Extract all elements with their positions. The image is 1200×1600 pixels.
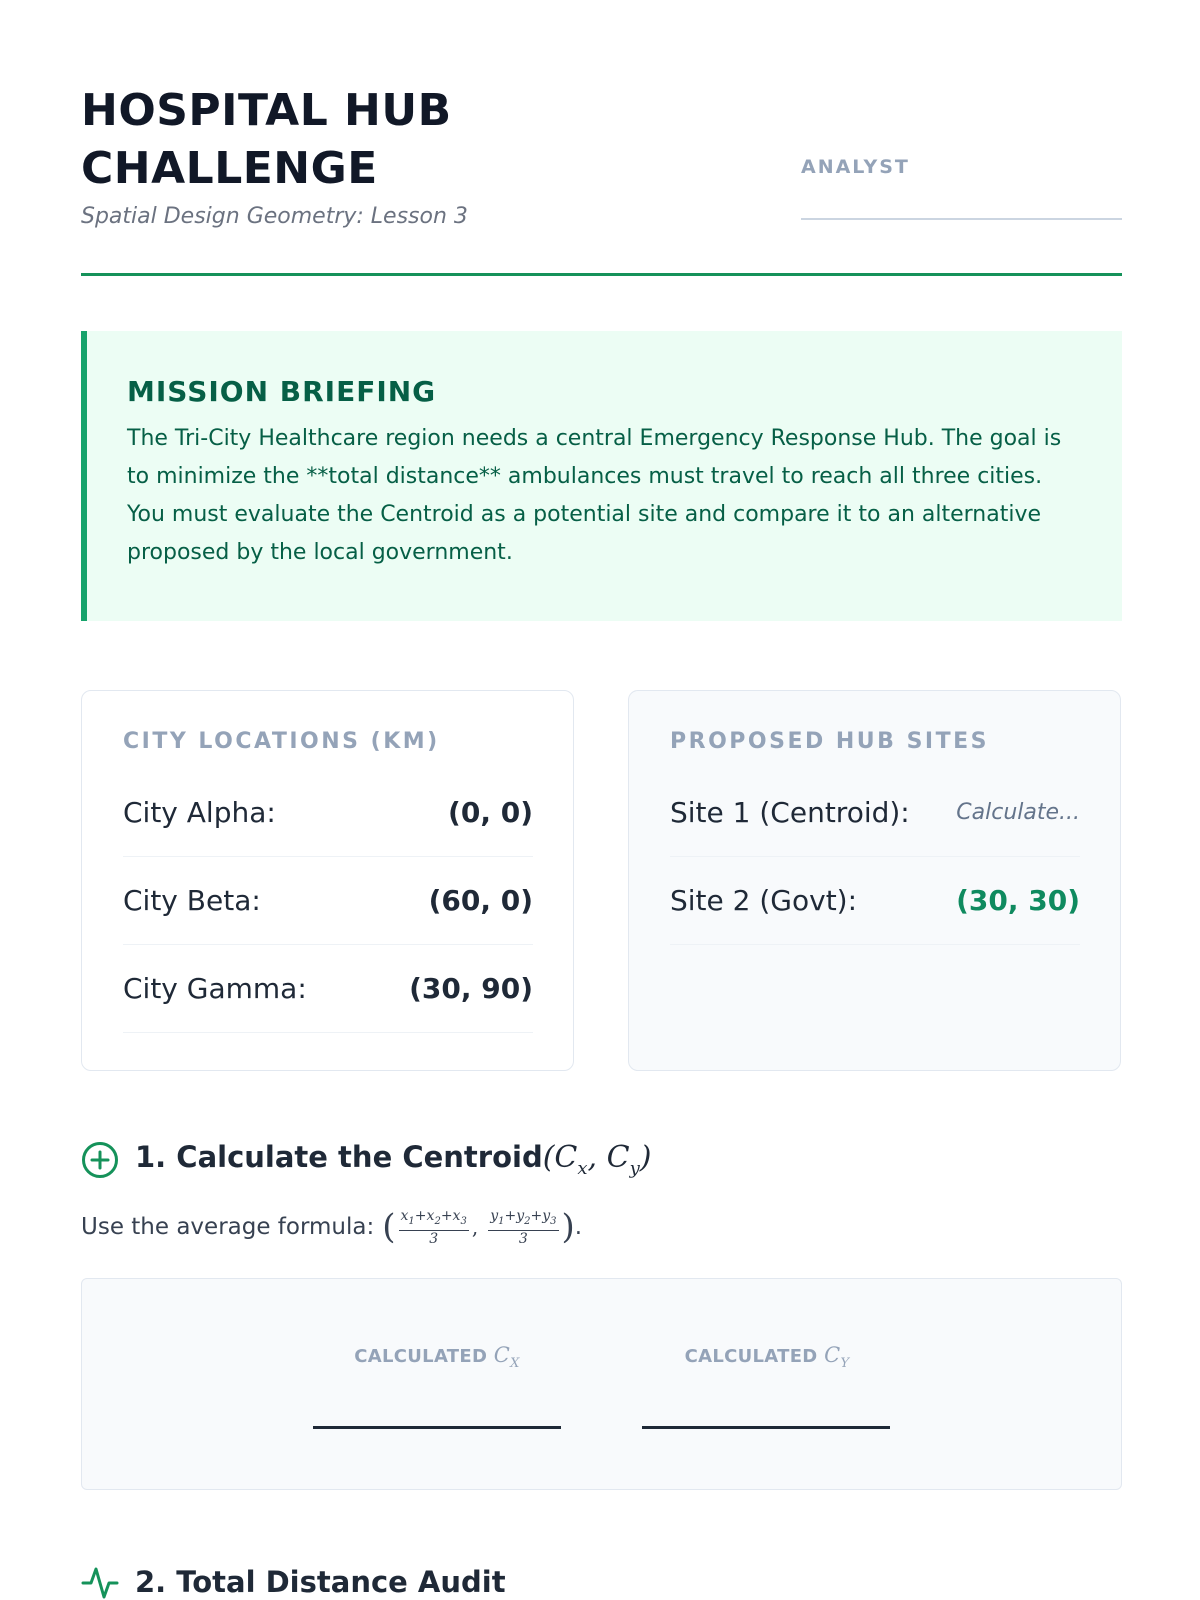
section-2-title: 2. Total Distance Audit (135, 1565, 506, 1599)
briefing-title: MISSION BRIEFING (127, 375, 437, 408)
formula-period: . (574, 1214, 583, 1241)
analyst-input-line[interactable] (801, 218, 1122, 220)
hub-sites-card (628, 690, 1121, 1071)
formula-prefix: Use the average formula: (81, 1214, 375, 1241)
cy-math: $C_Y$ (824, 1343, 850, 1372)
plus-circle-icon (81, 1141, 119, 1179)
calc-x-input[interactable] (313, 1426, 561, 1429)
formula-paren-close: ) (561, 1207, 575, 1248)
city-coordinates: (60, 0) (428, 884, 533, 917)
centroid-formula (81, 1208, 582, 1247)
city-row-gamma (123, 945, 533, 1033)
page-subtitle: Spatial Design Geometry: Lesson 3 (81, 204, 468, 229)
centroid-placeholder[interactable]: Calculate... (956, 800, 1080, 825)
section-1-title-text: 1. Calculate the Centroid (135, 1140, 543, 1174)
formula-paren-open: ( (382, 1207, 396, 1248)
header (81, 0, 1122, 278)
worksheet-page (81, 0, 1122, 1599)
calc-x-field (312, 1343, 562, 1371)
hub-row-govt (670, 857, 1080, 945)
section-1-heading (81, 1140, 651, 1179)
city-coordinates: (30, 90) (409, 972, 533, 1005)
y-average-fraction: $\frac{y_1+y_2+y_3}{3}$ (490, 1208, 557, 1247)
activity-pulse-icon (81, 1563, 119, 1600)
mission-briefing (81, 331, 1122, 621)
hub-label: Site 1 (Centroid): (670, 796, 910, 829)
hub-label: Site 2 (Govt): (670, 884, 858, 917)
city-label: City Gamma: (123, 972, 307, 1005)
section-2-heading (81, 1563, 506, 1600)
calc-y-label-text: CALCULATED (684, 1346, 818, 1367)
city-locations-title: CITY LOCATIONS (KM) (123, 729, 440, 754)
calc-x-label (354, 1343, 520, 1372)
title-line-2: CHALLENGE (81, 143, 378, 194)
hub-row-centroid (670, 769, 1080, 857)
city-row-alpha (123, 769, 533, 857)
calc-y-input[interactable] (642, 1426, 890, 1429)
section-1-title (135, 1140, 651, 1179)
calc-y-field (642, 1343, 892, 1371)
govt-site-coordinates: (30, 30) (956, 884, 1080, 917)
hub-sites-title: PROPOSED HUB SITES (670, 729, 990, 754)
city-label: City Beta: (123, 884, 261, 917)
calc-y-label (684, 1343, 850, 1372)
city-locations-card (81, 690, 574, 1071)
centroid-math: ($C_x$, $C_y$) (542, 1140, 652, 1179)
city-coordinates: (0, 0) (448, 796, 533, 829)
briefing-text: The Tri-City Healthcare region needs a central Emergency Response Hub. The goal is to minimize the **total distance** ambulances must travel to reach all three cities. You must evaluate the Centroid as a potential site and compare it to an alternative proposed by the local government. (127, 426, 1062, 565)
header-divider (81, 273, 1122, 276)
cx-math: $C_X$ (493, 1343, 520, 1372)
centroid-calculation-box (81, 1278, 1122, 1490)
calc-x-label-text: CALCULATED (354, 1346, 488, 1367)
x-average-fraction: $\frac{x_1+x_2+x_3}{3}$ (400, 1208, 467, 1247)
formula-comma: , (471, 1215, 479, 1240)
page-title (81, 82, 641, 198)
city-row-beta (123, 857, 533, 945)
analyst-label: ANALYST (801, 156, 910, 178)
title-line-1: HOSPITAL HUB (81, 85, 452, 136)
city-label: City Alpha: (123, 796, 276, 829)
